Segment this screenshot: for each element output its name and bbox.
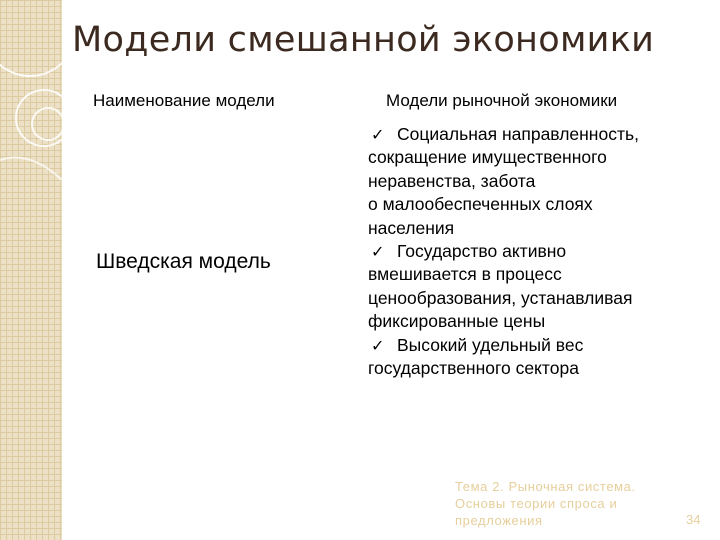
column-header-market-models: Модели рыночной экономики [386, 91, 618, 110]
feature-line: фиксированные цены [368, 311, 546, 332]
feature-line: Социальная направленность, [397, 124, 639, 144]
footer-line: Тема 2. Рыночная система. [455, 479, 636, 494]
feature-line: ценообразования, устанавливая [368, 287, 633, 308]
check-icon: ✓ [371, 335, 385, 355]
swirl-ornament-icon [0, 0, 62, 220]
feature-line: Государство активно [397, 241, 567, 262]
feature-line: населения [368, 217, 455, 238]
check-icon: ✓ [371, 125, 385, 144]
feature-item [368, 123, 698, 240]
feature-line: о малообеспеченных слоях [368, 194, 593, 215]
decorative-side-strip [0, 0, 62, 540]
footer-topic-note [455, 478, 655, 529]
feature-item [368, 240, 698, 334]
feature-list [368, 123, 698, 380]
page-number: 34 [686, 512, 701, 527]
feature-line: неравенства, забота [368, 170, 536, 191]
slide-title: Модели смешанной экономики [72, 20, 655, 60]
model-name-swedish: Шведская модель [96, 250, 271, 273]
check-icon: ✓ [371, 242, 385, 262]
feature-line: государственного сектора [368, 358, 579, 379]
feature-line: Высокий удельный вес [397, 334, 584, 355]
footer-line: Основы теории спроса и [455, 496, 618, 511]
feature-line: сокращение имущественного [368, 147, 607, 168]
feature-line: вмешивается в процесс [368, 264, 562, 285]
footer-line: предложения [455, 513, 543, 528]
feature-item [368, 334, 698, 381]
column-header-model-name: Наименование модели [93, 91, 275, 110]
